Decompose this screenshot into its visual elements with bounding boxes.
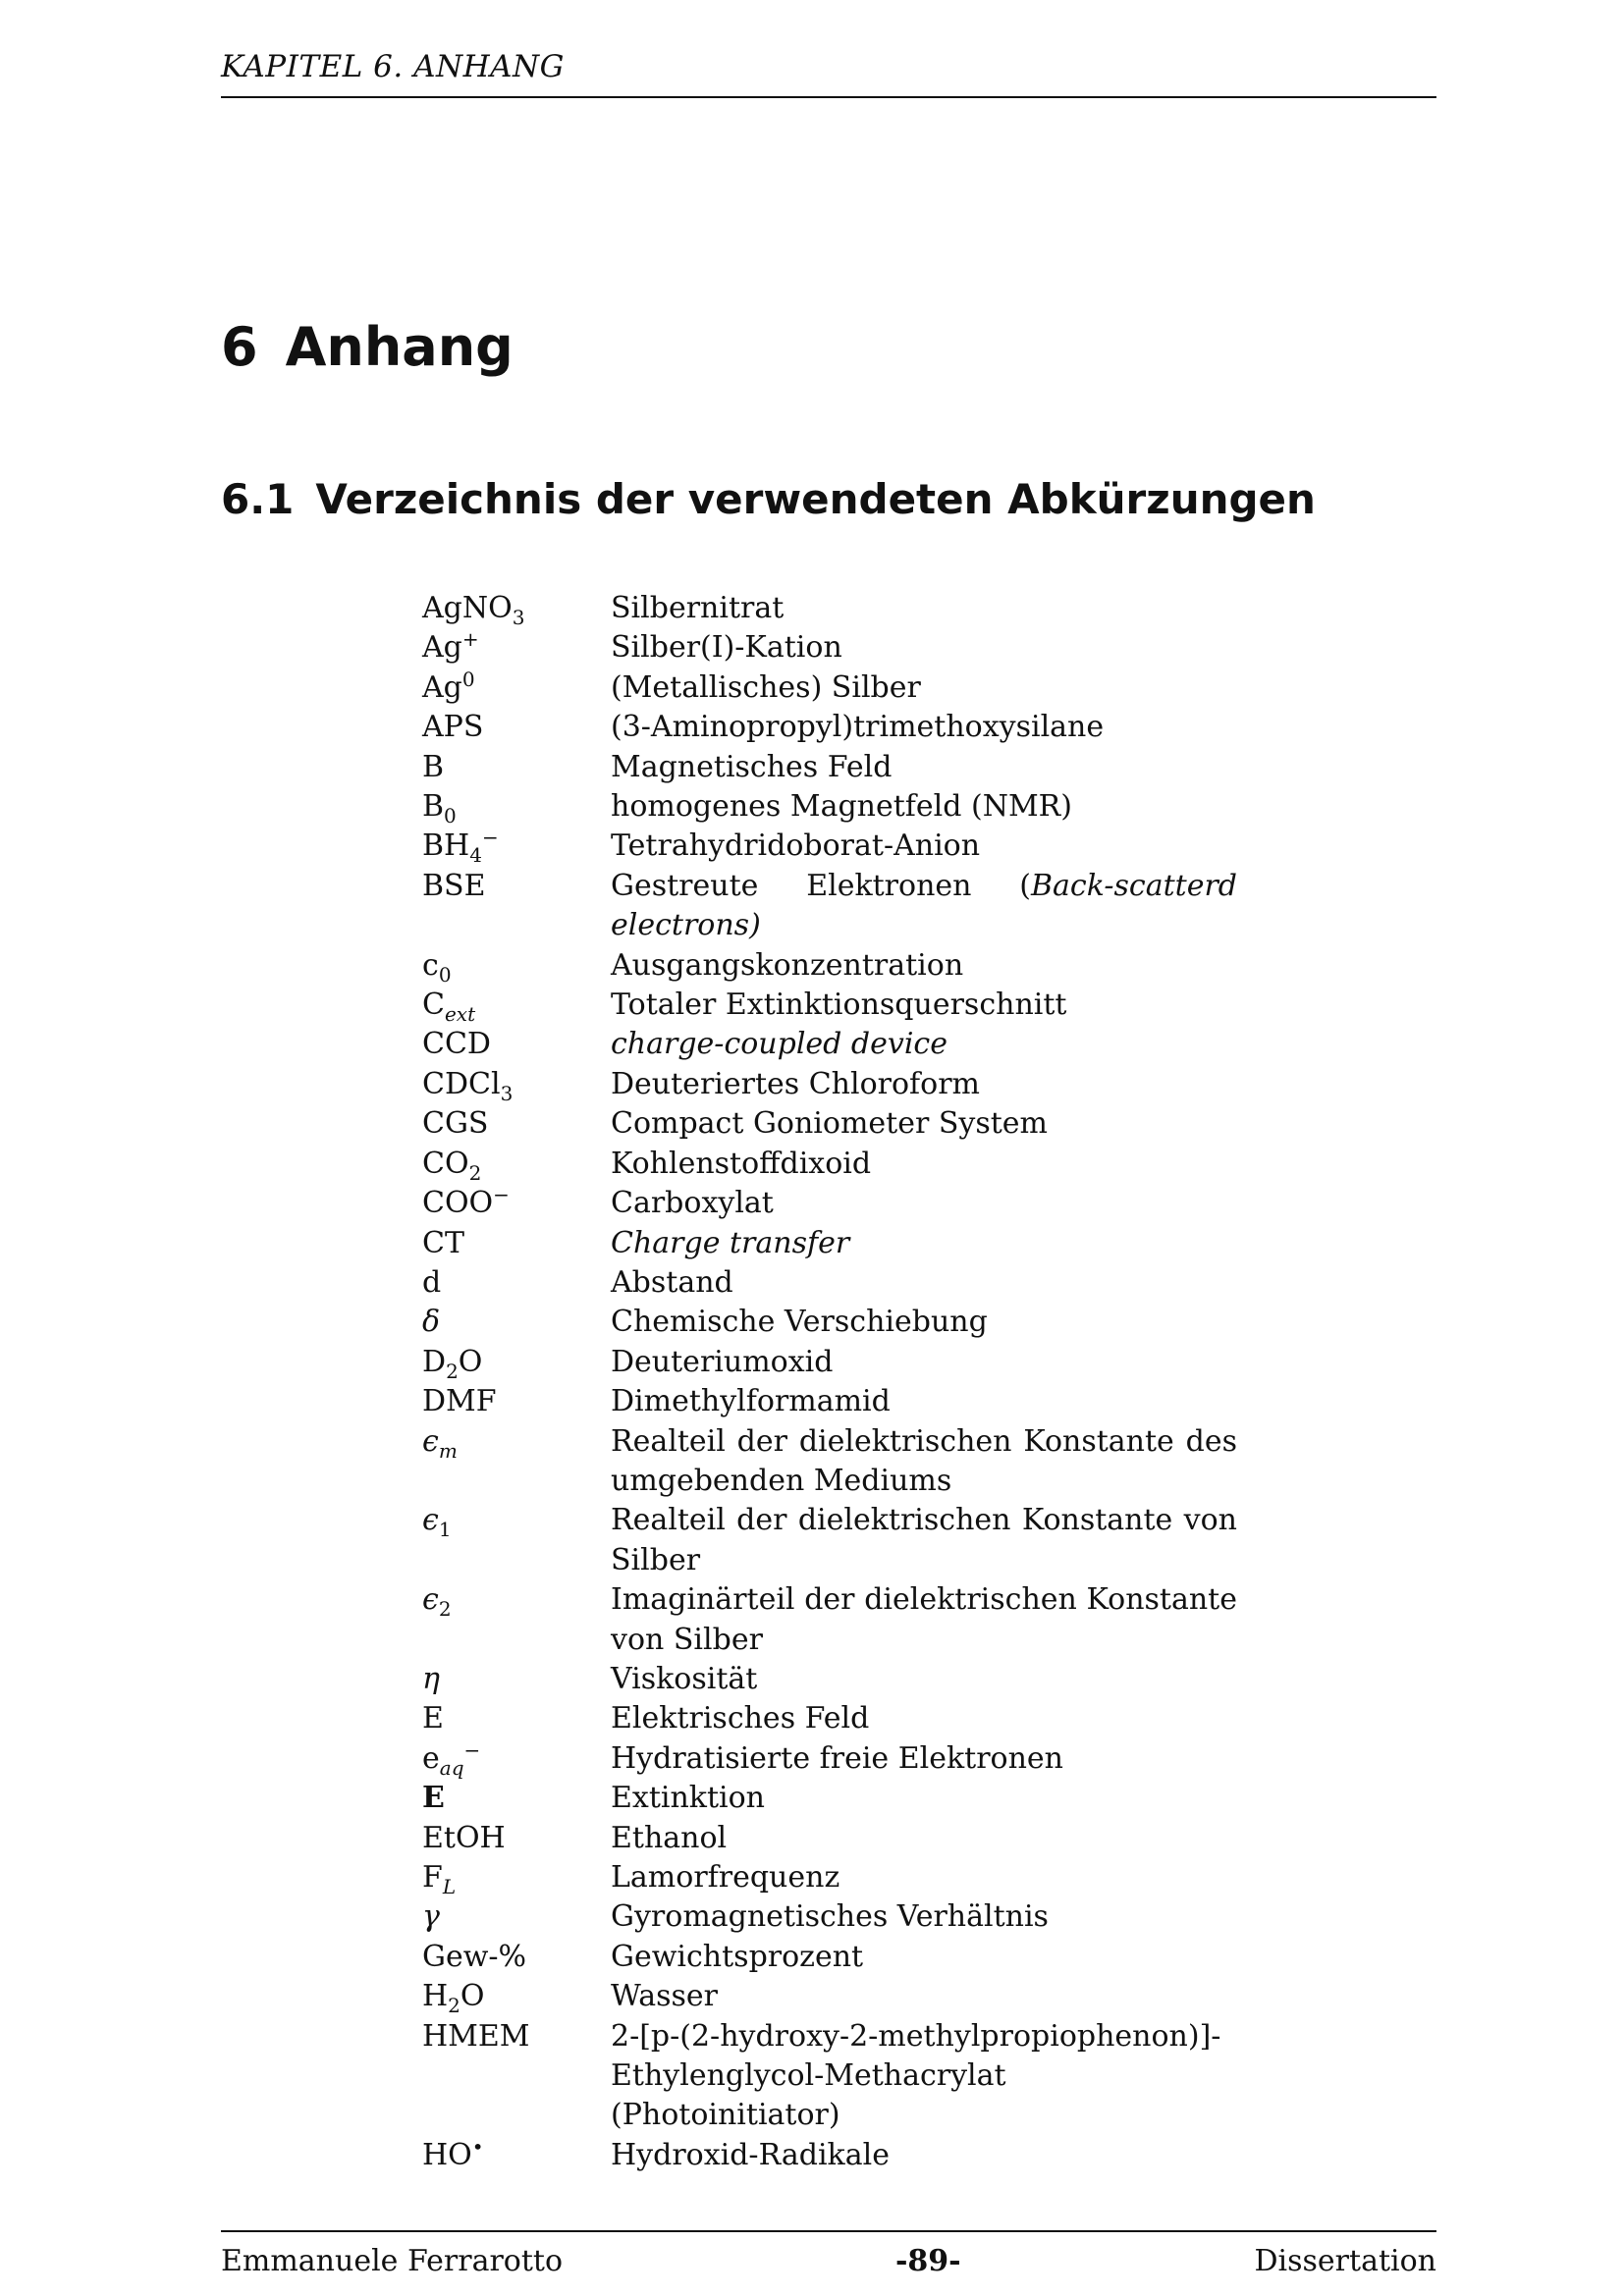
abbreviation-description: (Metallisches) Silber bbox=[611, 669, 921, 705]
abbreviation-description: Ausgangskonzentration bbox=[611, 947, 964, 983]
abbreviation-description: Extinktion bbox=[611, 1781, 766, 1816]
abbreviation-term: d bbox=[422, 1264, 442, 1300]
abbreviation-term: $\epsilon_2$ bbox=[422, 1582, 452, 1622]
abbreviation-description: Viskosität bbox=[611, 1661, 758, 1696]
abbreviation-term: $C_{ext}$ bbox=[422, 988, 476, 1027]
abbreviation-row bbox=[422, 628, 1237, 667]
abbreviation-row bbox=[422, 1382, 1237, 1421]
abbreviation-description: Realteil der dielektrischen Konstante von Silber bbox=[611, 1503, 1237, 1577]
abbreviation-description: Gyromagnetisches Verhältnis bbox=[611, 1899, 1049, 1935]
section-title bbox=[221, 475, 1316, 523]
abbreviation-description: Lamorfrequenz bbox=[611, 1860, 840, 1895]
abbreviation-description: Imaginärteil der dielektrischen Konstante von Silber bbox=[611, 1582, 1237, 1657]
abbreviation-description: Kohlenstoffdixoid bbox=[611, 1146, 872, 1181]
abbreviation-row bbox=[422, 2136, 1237, 2175]
abbreviation-row bbox=[422, 668, 1237, 708]
abbreviation-row bbox=[422, 1104, 1237, 1144]
section-title-text: Verzeichnis der verwendeten Abkürzungen bbox=[315, 475, 1316, 523]
abbreviation-description: Magnetisches Feld bbox=[611, 749, 893, 784]
abbreviation-term: CGS bbox=[422, 1106, 489, 1142]
abbreviation-term: $\epsilon_1$ bbox=[422, 1503, 452, 1542]
abbreviation-description: Ethanol bbox=[611, 1820, 728, 1855]
abbreviation-row bbox=[422, 827, 1237, 866]
abbreviation-row bbox=[422, 1858, 1237, 1897]
abbreviation-term: $CO_2$ bbox=[422, 1146, 482, 1185]
abbreviation-term: δ bbox=[422, 1305, 441, 1340]
abbreviation-description: Hydroxid-Radikale bbox=[611, 2137, 890, 2172]
abbreviation-description: Wasser bbox=[611, 1979, 718, 2014]
abbreviation-description: Compact Goniometer System bbox=[611, 1106, 1048, 1142]
abbreviation-term: $F_L$ bbox=[422, 1860, 457, 1898]
abbreviation-description: homogenes Magnetfeld (NMR) bbox=[611, 789, 1072, 825]
abbreviation-row bbox=[422, 1897, 1237, 1937]
footer-doc-type: Dissertation bbox=[1254, 2244, 1436, 2278]
abbreviation-description: 2-[p-(2-hydroxy-2-methylpropiophenon)]-Ethylenglycol-Methacrylat (Photoinitiator) bbox=[611, 2018, 1221, 2133]
abbreviation-description: Tetrahydridoborat-Anion bbox=[611, 828, 981, 864]
abbreviation-term: CCD bbox=[422, 1027, 491, 1062]
abbreviation-term: γ bbox=[422, 1899, 440, 1935]
abbreviation-term: AgNO$_3$ bbox=[422, 591, 525, 629]
abbreviation-description: Hydratisierte freie Elektronen bbox=[611, 1740, 1063, 1776]
abbreviation-row bbox=[422, 1699, 1237, 1738]
abbreviation-row bbox=[422, 1739, 1237, 1779]
abbreviation-term: HMEM bbox=[422, 2018, 530, 2054]
abbreviation-term: DMF bbox=[422, 1384, 497, 1419]
abbreviation-term: $D_2O$ bbox=[422, 1344, 483, 1383]
abbreviation-term: η bbox=[422, 1661, 440, 1696]
abbreviation-row bbox=[422, 787, 1237, 827]
abbreviation-row bbox=[422, 2017, 1237, 2136]
abbreviation-row bbox=[422, 867, 1237, 946]
abbreviation-description: charge-coupled device bbox=[611, 1027, 947, 1062]
abbreviation-term: EtOH bbox=[422, 1820, 506, 1855]
running-header bbox=[221, 49, 1436, 98]
abbreviation-term: $B_0$ bbox=[422, 789, 457, 828]
footer-author: Emmanuele Ferrarotto bbox=[221, 2244, 564, 2278]
abbreviation-row bbox=[422, 1938, 1237, 1977]
abbreviation-description: Silbernitrat bbox=[611, 591, 785, 625]
page-number: -89- bbox=[894, 2244, 961, 2278]
abbreviation-row bbox=[422, 1184, 1237, 1223]
abbreviation-row bbox=[422, 1580, 1237, 1660]
abbreviation-term: E bbox=[422, 1781, 445, 1816]
abbreviation-description: Elektrisches Feld bbox=[611, 1701, 870, 1736]
abbreviation-row bbox=[422, 708, 1237, 747]
abbreviation-description: Silber(I)-Kation bbox=[611, 630, 842, 666]
abbreviation-term: $c_0$ bbox=[422, 947, 452, 987]
abbreviation-row bbox=[422, 986, 1237, 1025]
abbreviation-row bbox=[422, 1819, 1237, 1858]
abbreviation-row bbox=[422, 1145, 1237, 1184]
abbreviation-term: E bbox=[422, 1701, 444, 1736]
chapter-title-text: Anhang bbox=[285, 316, 514, 378]
page-footer bbox=[221, 2230, 1436, 2278]
abbreviation-term: B bbox=[422, 749, 445, 784]
abbreviation-description: Gewichtsprozent bbox=[611, 1939, 864, 1974]
abbreviation-row bbox=[422, 1501, 1237, 1580]
abbreviation-row bbox=[422, 1263, 1237, 1303]
abbreviation-term: HO• bbox=[422, 2134, 484, 2172]
abbreviation-row bbox=[422, 1779, 1237, 1818]
chapter-number: 6 bbox=[221, 316, 258, 378]
abbreviation-description: Abstand bbox=[611, 1264, 733, 1300]
abbreviation-row bbox=[422, 1660, 1237, 1699]
abbreviation-description: Dimethylformamid bbox=[611, 1384, 891, 1419]
abbreviation-list bbox=[422, 589, 1237, 2175]
abbreviation-term: CDCl$_3$ bbox=[422, 1066, 514, 1105]
abbreviation-term: APS bbox=[422, 710, 484, 745]
abbreviation-row bbox=[422, 1224, 1237, 1263]
abbreviation-term: BSE bbox=[422, 868, 486, 903]
abbreviation-row bbox=[422, 748, 1237, 787]
section-number: 6.1 bbox=[221, 475, 295, 523]
abbreviation-row bbox=[422, 946, 1237, 986]
chapter-title bbox=[221, 316, 514, 378]
abbreviation-term: COO− bbox=[422, 1183, 510, 1221]
abbreviation-row bbox=[422, 1343, 1237, 1382]
abbreviation-row bbox=[422, 1977, 1237, 2016]
abbreviation-term: CT bbox=[422, 1225, 464, 1260]
abbreviation-row bbox=[422, 1065, 1237, 1104]
abbreviation-row bbox=[422, 589, 1237, 628]
abbreviation-description: Deuteriumoxid bbox=[611, 1344, 834, 1379]
abbreviation-description: Realteil der dielektrischen Konstante des umgebenden Mediums bbox=[611, 1423, 1237, 1498]
abbreviation-description: Charge transfer bbox=[611, 1225, 850, 1260]
abbreviation-term: $e_{aq}^-$ bbox=[422, 1737, 481, 1780]
abbreviation-description: Gestreute Elektronen (Back-scatterd electrons) bbox=[611, 868, 1237, 943]
abbreviation-term: $H_2O$ bbox=[422, 1979, 485, 2018]
abbreviation-term: Ag+ bbox=[422, 627, 479, 666]
abbreviation-term: $BH_4^-$ bbox=[422, 826, 499, 868]
abbreviation-term: Ag$^0$ bbox=[422, 667, 475, 705]
abbreviation-term: $\epsilon_m$ bbox=[422, 1423, 458, 1463]
abbreviation-description: Totaler Extinktionsquerschnitt bbox=[611, 988, 1067, 1023]
abbreviation-description: Chemische Verschiebung bbox=[611, 1305, 988, 1340]
abbreviation-row bbox=[422, 1422, 1237, 1502]
running-header-text: KAPITEL 6. ANHANG bbox=[221, 49, 565, 84]
abbreviation-description: (3-Aminopropyl)trimethoxysilane bbox=[611, 710, 1105, 745]
abbreviation-description: Deuteriertes Chloroform bbox=[611, 1066, 980, 1101]
abbreviation-row bbox=[422, 1303, 1237, 1342]
abbreviation-term: Gew-% bbox=[422, 1939, 527, 1974]
abbreviation-row bbox=[422, 1025, 1237, 1064]
abbreviation-description: Carboxylat bbox=[611, 1186, 774, 1221]
